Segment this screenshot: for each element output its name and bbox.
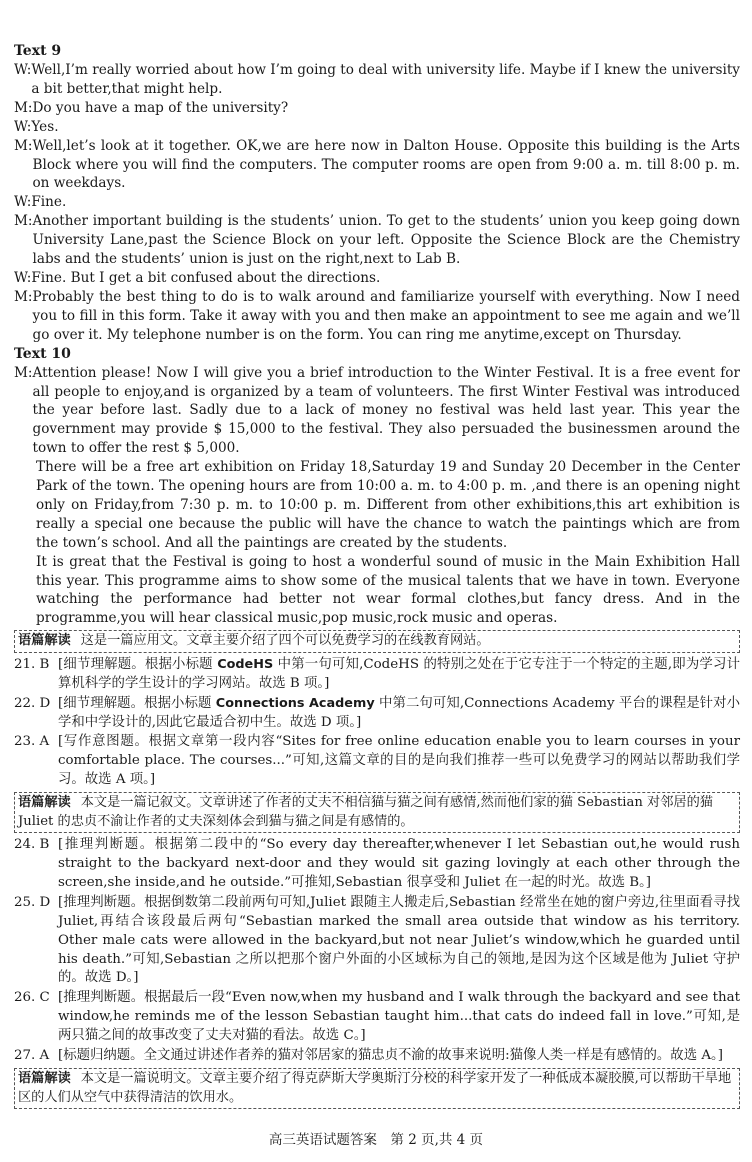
- explanation-part: [细节理解题。根据小标题: [58, 695, 212, 711]
- utterance: Do you have a map of the university?: [32, 99, 289, 116]
- explanation-part: 中第二句可知,Connections Academy 平台的课程是针对小学和中学设计的,因此它最适合初中生。故选 D 项。]: [58, 695, 740, 730]
- dialogue-turn: [14, 61, 740, 99]
- text9-dialogue: [14, 61, 740, 345]
- utterance: Well,I’m really worried about how I’m going to deal with university life. Maybe if I knew the university a bit better,that might help.: [31, 62, 740, 97]
- answer-explanation: [推理判断题。根据倒数第二段前两句可知,Juliet 跟随主人搬走后,Sebastian 经常坐在她的窗户旁边,往里面看寻找 Juliet,再结合该段最后两句“Sebastian marked the small area outside that window as his territory. Other male cats were allowed in the backyard,but not near Juliet’s window,which he guarded until his death.”可知,Sebastian 之所以把那个窗户外面的小区域标为自己的领地,是因为这个区域是他为 Juliet 守护的。故选 D。]: [58, 894, 740, 986]
- answer-explanation: [推理判断题。根据第二段中的“So every day thereafter,whenever I let Sebastian out,he would rush straight to the backyard next-door and they would sit gazing lovingly at each other through the screen,she inside,and he outside.”可推知,Sebastian 很享受和 Juliet 在一起的时光。故选 B。]: [58, 837, 740, 890]
- utterance: Another important building is the students’ union. To get to the students’ union you keep going down University Lane,past the Science Block on your left. Opposite the Science Block are the Chemistry labs and the students’ union is just on the right,next to Lab B.: [32, 213, 740, 268]
- keyword: Connections Academy: [215, 695, 375, 711]
- answer-list: [14, 656, 740, 790]
- answer-item: [14, 894, 740, 989]
- utterance: Probably the best thing to do is to walk around and familiarize yourself with everything. Now I need you to fill in this form. Take it away with you and then make an appointment to see me again and we’ll go over it. My telephone number is on the form. You can ring me anytime,except on Thursday.: [32, 288, 740, 343]
- keyword: CodeHS: [217, 656, 274, 672]
- utterance: Yes.: [31, 118, 59, 135]
- answer-explanation: [写作意图题。根据文章第一段内容“Sites for free online education enable you to learn courses in your comfortable place. The courses...”可知,这篇文章的目的是向我们推荐一些可以免费学习的网站以帮助我们学习。故选 A 项。]: [58, 734, 740, 788]
- speaker-label: W:: [14, 118, 32, 135]
- speaker-label: W:: [14, 194, 32, 211]
- answer-number: 23. A: [14, 734, 50, 750]
- dialogue-turn: [14, 118, 740, 137]
- answer-item: [14, 656, 740, 694]
- passage-analysis-box: [14, 792, 740, 833]
- passage-analysis-title: 语篇解读: [18, 633, 71, 649]
- answer-explanation: [标题归纳题。全文通过讲述作者养的猫对邻居家的猫忠贞不渝的故事来说明:猫像人类一样是有感情的。故选 A。]: [58, 1048, 723, 1064]
- passage-analysis-box: [14, 630, 740, 653]
- answer-number: 25. D: [14, 894, 51, 910]
- speaker-label: M:: [14, 364, 33, 381]
- speaker-label: M:: [14, 213, 33, 230]
- passage-analysis-box: [14, 1068, 740, 1109]
- passage-analysis-text: 本文是一篇说明文。文章主要介绍了得克萨斯大学奥斯汀分校的科学家开发了一种低成本凝胶膜,可以帮助干旱地区的人们从空气中获得清洁的饮用水。: [18, 1071, 732, 1105]
- text9-heading: Text 9: [14, 43, 62, 59]
- dialogue-turn: [14, 193, 740, 212]
- text10-heading: Text 10: [14, 345, 71, 362]
- answer-explanation: [推理判断题。根据最后一段“Even now,when my husband and I walk through the backyard and see that window,he reminds me of the lesson Sebastian taught him...that cats do indeed fall in love.”可知,是两只猫之间的故事改变了丈夫对猫的看法。故选 C。]: [58, 990, 740, 1044]
- speaker-label: M:: [14, 137, 33, 154]
- speaker-label: W:: [14, 62, 32, 78]
- page-footer: 高三英语试题答案 第 2 页,共 4 页: [268, 1132, 484, 1148]
- paragraph: Attention please! Now I will give you a brief introduction to the Winter Festival. It is a free event for all people to enjoy,and is organized by a team of volunteers. The first Winter Festival was introduced the year before last. Sadly due to a lack of money no festival was held last year. This year the government may provide $ 15,000 to the festival. They also persuaded the businessmen around the town to offer the rest $ 5,000.: [32, 364, 740, 457]
- utterance: Fine. But I get a bit confused about the directions.: [31, 269, 381, 286]
- answer-item: [14, 989, 740, 1046]
- answer-page: [14, 42, 740, 1112]
- answer-item: [14, 695, 740, 733]
- dialogue-turn: [14, 137, 740, 194]
- dialogue-turn: [14, 269, 740, 288]
- answer-number: 21. B: [14, 656, 50, 672]
- answer-explanation: [58, 695, 740, 733]
- passage-analysis-text: 本文是一篇记叙文。文章讲述了作者的丈夫不相信猫与猫之间有感情,然而他们家的猫 Sebastian 对邻居的猫 Juliet 的忠贞不渝让作者的丈夫深刻体会到猫与猫之间是有感情的。: [18, 795, 713, 829]
- speaker-label: M:: [14, 99, 33, 116]
- speaker-label: W:: [14, 269, 32, 286]
- speaker-label: M:: [14, 288, 33, 305]
- answer-number: 24. B: [14, 837, 50, 853]
- dialogue-turn: [14, 99, 740, 118]
- dialogue-turn: [14, 212, 740, 269]
- explanation-part: [细节理解题。根据小标题: [58, 656, 213, 672]
- answer-list: [14, 836, 740, 1066]
- dialogue-turn: [14, 364, 740, 459]
- answer-number: 22. D: [14, 695, 51, 711]
- utterance: Fine.: [31, 194, 67, 211]
- text10-monologue: [14, 364, 740, 629]
- answer-number: 27. A: [14, 1048, 50, 1064]
- utterance: Well,let’s look at it together. OK,we are here now in Dalton House. Opposite this building is the Arts Block where you will find the computers. The computer rooms are open from 9:00 a. m. till 8:00 p. m. on weekdays.: [32, 137, 740, 192]
- answer-item: [14, 733, 740, 790]
- passage-analysis-title: 语篇解读: [18, 1071, 71, 1086]
- explanation-part: 中第一句可知,CodeHS 的特别之处在于它专注于一个特定的主题,即为学习计算机科学的学生设计的学习网站。故选 B 项。]: [58, 656, 740, 691]
- answer-number: 26. C: [14, 990, 50, 1006]
- passage-analysis-title: 语篇解读: [18, 795, 71, 811]
- paragraph: There will be a free art exhibition on Friday 18,Saturday 19 and Sunday 20 December in the Center Park of the town. The opening hours are from 10:00 a. m. to 4:00 p. m. ,and there is an opening night only on Friday,from 7:30 p. m. to 10:00 p. m. Different from other exhibitions,this art exhibition is really a special one because the public will have the chance to watch the paintings which are from the town’s school. And all the paintings are created by the students.: [36, 459, 740, 551]
- answer-item: [14, 836, 740, 893]
- paragraph: It is great that the Festival is going to host a wonderful sound of music in the Main Exhibition Hall this year. This programme aims to show some of the musical talents that we have in town. Everyone watching the performance had better not wear formal clothes,but fancy dress. And in the programme,you will hear classical music,pop music,rock music and operas.: [36, 553, 740, 627]
- passage-analysis-text: 这是一篇应用文。文章主要介绍了四个可以免费学习的在线教育网站。: [80, 633, 490, 649]
- answer-item: [14, 1047, 740, 1066]
- answer-explanation: [58, 656, 740, 694]
- dialogue-turn: [14, 288, 740, 345]
